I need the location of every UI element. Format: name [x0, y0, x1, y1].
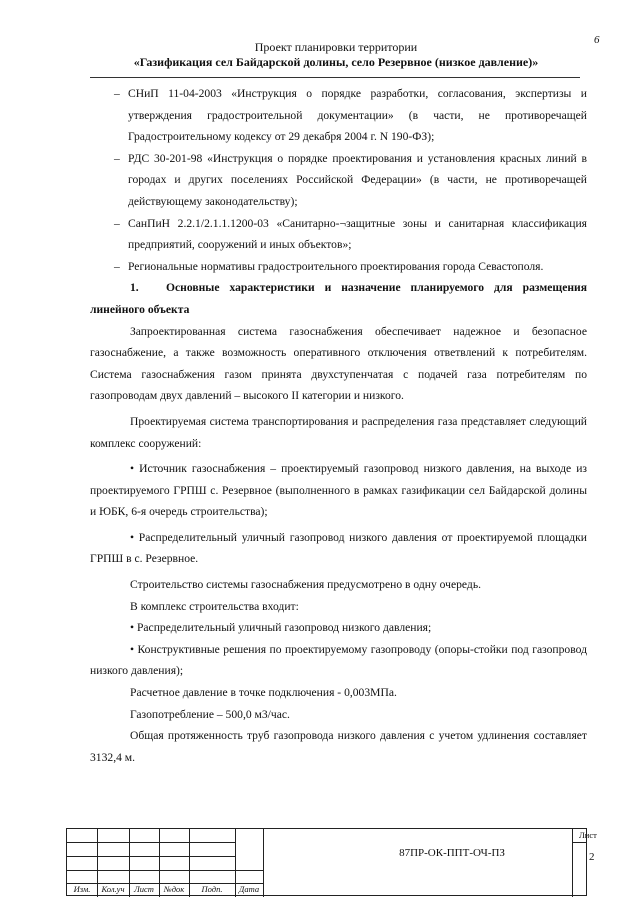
dash-marker: – [114, 216, 120, 230]
dash-marker: – [114, 151, 120, 165]
stamp-row-line [572, 842, 587, 843]
paragraph: Газопотребление – 500,0 м3/час. [130, 707, 290, 721]
dash-marker: – [114, 87, 120, 100]
project-subtitle: «Газификация сел Байдарской долины, село Резервное (низкое давление)» [133, 55, 539, 69]
list-item-text: СНиП 11-04-2003 «Инструкция о порядке разработки, согласования, экспертизы и утверждения градостроительной документации» (в части, не противоречащей Градостроительному кодексу от 29 декабря 2004 г. N 190-ФЗ); [128, 87, 587, 144]
stamp-caption: Дата [238, 884, 260, 894]
paragraph: Расчетное давление в точке подключения - 0,003МПа. [130, 686, 397, 700]
stamp-divider [263, 829, 264, 897]
project-title: Проект планировки территории [254, 40, 418, 54]
stamp-row-line [67, 856, 235, 857]
title-block [66, 828, 597, 896]
section-title: Основные характеристики и назначение планируемого для размещения линейного объекта [90, 281, 587, 316]
list-item [90, 256, 587, 278]
document-code: 87ПР-ОК-ППТ-ОЧ-ПЗ [399, 847, 505, 859]
list-item [90, 83, 587, 148]
stamp-row-line [67, 842, 235, 843]
header-rule [90, 77, 580, 78]
page-number: 6 [594, 34, 600, 46]
stamp-caption: Лист [134, 884, 154, 894]
paragraph: Общая протяженность труб газопровода низкого давления с учетом удлинения составляет 3132,4 м. [90, 729, 587, 764]
stamp-caption: Подп. [201, 884, 223, 894]
paragraph: Строительство системы газоснабжения предусмотрено в одну очередь. [130, 578, 482, 592]
list-item-text: РДС 30-201-98 «Инструкция о порядке проектирования и установления красных линий в городах и других поселениях Российской Федерации» (в части, не противоречащей действующему законодательству); [128, 151, 587, 208]
section-number: 1. [130, 281, 139, 295]
section-heading [90, 277, 587, 320]
paragraph: • Конструктивные решения по проектируемому газопроводу (опоры-стойки под газопровод низкого давления); [90, 642, 587, 678]
stamp-caption: Кол.уч [101, 884, 125, 894]
sheet-label: Лист [579, 830, 597, 840]
dash-marker: – [114, 259, 120, 273]
stamp-caption: №док [163, 884, 185, 894]
paragraph: Запроектированная система газоснабжения обеспечивает надежное и безопасное газоснабжение, а также возможность оперативного отключения ответвлений к потребителям. Система газоснабжения газом принята двухступенчатая с подачей газа потребителям по газопроводам двух давлений – высокого II категории и низкого. [90, 324, 587, 403]
list-item-text: СанПиН 2.2.1/2.1.1.1200-03 «Санитарно-¬защитные зоны и санитарная классификация предприятий, сооружений и иных объектов»; [128, 216, 587, 252]
paragraph: • Распределительный уличный газопровод низкого давления; [130, 621, 432, 635]
stamp-row-line [67, 870, 263, 871]
list-item [90, 213, 587, 256]
paragraph: • Распределительный уличный газопровод низкого давления от проектируемой площадки ГРПШ в с. Резервное. [90, 530, 587, 566]
paragraph: Проектируемая система транспортирования и распределения газа представляет следующий комплекс сооружений: [90, 414, 587, 450]
paragraph: В комплекс строительства входит: [130, 599, 299, 613]
paragraph: • Источник газоснабжения – проектируемый газопровод низкого давления, на выходе из проектируемого ГРПШ с. Резервное (выполненного в рамках газификации сел Байдарской долины и ЮБК, 6-я очередь строительства); [90, 462, 587, 519]
list-item-text: Региональные нормативы градостроительного проектирования города Севастополя. [128, 259, 544, 273]
sheet-number: 2 [589, 851, 595, 863]
list-item [90, 148, 587, 213]
stamp-caption: Изм. [73, 884, 91, 894]
stamp-divider [572, 829, 573, 897]
document-body [90, 83, 587, 768]
